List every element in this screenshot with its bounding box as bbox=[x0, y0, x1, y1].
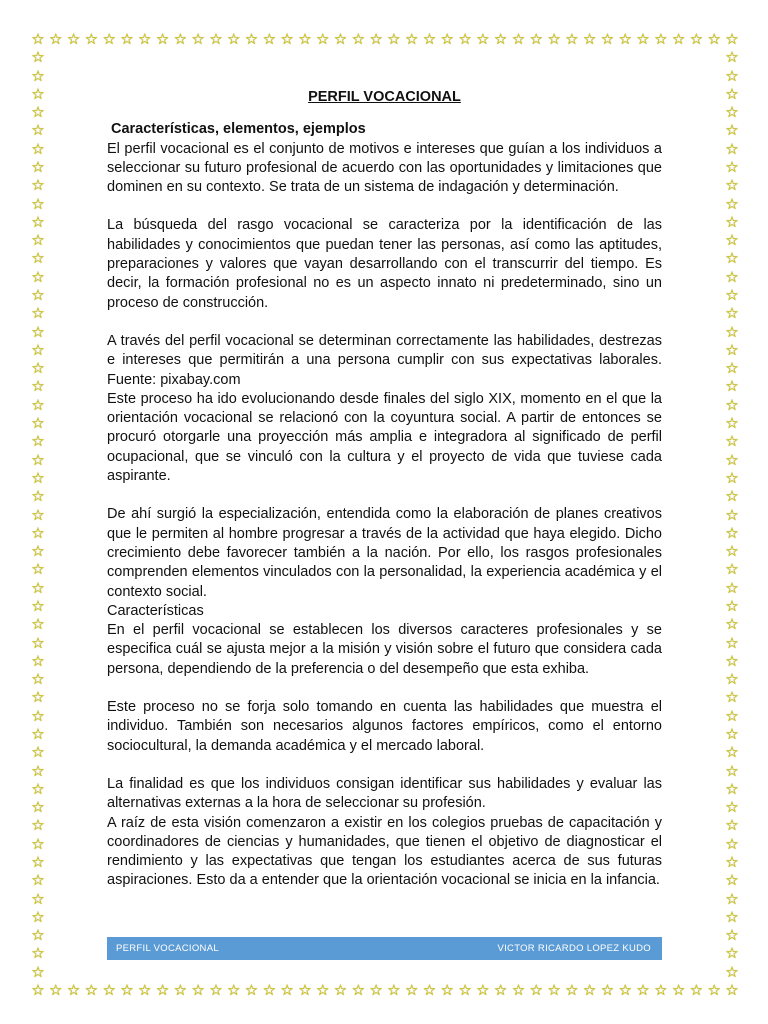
star-icon: ☆ bbox=[725, 523, 739, 542]
star-icon: ☆ bbox=[404, 30, 419, 48]
star-icon: ☆ bbox=[209, 981, 223, 999]
star-icon: ☆ bbox=[155, 981, 170, 999]
paragraph: Este proceso no se forja solo tomando en cuenta las habilidades que muestra el individuo. También son necesarios algunos factores empíricos, como el entorno sociocultural, la demanda académica y el mercado laboral. bbox=[107, 699, 662, 754]
star-icon: ☆ bbox=[31, 304, 45, 323]
star-icon: ☆ bbox=[725, 743, 739, 762]
star-icon: ☆ bbox=[387, 981, 401, 999]
star-icon: ☆ bbox=[298, 30, 312, 48]
star-icon: ☆ bbox=[191, 30, 205, 48]
star-icon: ☆ bbox=[725, 615, 739, 634]
star-icon: ☆ bbox=[725, 30, 739, 48]
star-icon: ☆ bbox=[369, 30, 383, 48]
star-icon: ☆ bbox=[440, 981, 454, 999]
star-icon: ☆ bbox=[725, 468, 739, 487]
star-icon: ☆ bbox=[725, 816, 739, 835]
star-icon: ☆ bbox=[547, 30, 561, 48]
star-icon: ☆ bbox=[725, 834, 739, 853]
star-icon: ☆ bbox=[31, 231, 45, 250]
star-icon: ☆ bbox=[31, 267, 45, 286]
star-icon: ☆ bbox=[31, 487, 45, 506]
star-icon: ☆ bbox=[725, 852, 739, 871]
star-icon: ☆ bbox=[173, 981, 188, 999]
star-icon: ☆ bbox=[155, 30, 170, 48]
star-icon: ☆ bbox=[31, 103, 45, 122]
star-icon: ☆ bbox=[725, 670, 739, 689]
paragraph-gap bbox=[107, 679, 662, 698]
star-icon: ☆ bbox=[725, 158, 739, 177]
paragraph: La búsqueda del rasgo vocacional se caracteriza por la identificación de las habilidades y conocimientos que puedan tener las personas, así como las aptitudes, preparaciones y valores que vayan desarrollando con el transcurrir del tiempo. Es decir, la formación profesional no es un aspecto innato ni predeterminado, sino un proceso de construcción. bbox=[107, 217, 662, 311]
star-icon: ☆ bbox=[315, 981, 330, 999]
star-icon: ☆ bbox=[31, 432, 45, 451]
star-icon: ☆ bbox=[725, 505, 739, 524]
star-icon: ☆ bbox=[725, 542, 739, 561]
star-icon: ☆ bbox=[31, 834, 45, 853]
star-icon: ☆ bbox=[725, 944, 739, 963]
star-icon: ☆ bbox=[262, 981, 277, 999]
star-icon: ☆ bbox=[31, 286, 45, 305]
footer-right-text: VICTOR RICARDO LOPEZ KUDO bbox=[497, 943, 651, 954]
star-icon: ☆ bbox=[31, 359, 45, 378]
star-icon: ☆ bbox=[725, 688, 739, 707]
star-icon: ☆ bbox=[31, 48, 45, 67]
paragraph: El perfil vocacional es el conjunto de motivos e intereses que guían a los individuos a seleccionar su futuro profesional de acuerdo con las oportunidades y limitaciones que dominen en su contexto. Se trata de un sistema de indagación y determinación. bbox=[107, 140, 662, 196]
star-icon: ☆ bbox=[191, 981, 205, 999]
paragraph-gap bbox=[107, 197, 662, 216]
star-icon: ☆ bbox=[244, 30, 259, 48]
star-icon: ☆ bbox=[725, 907, 739, 926]
star-icon: ☆ bbox=[31, 944, 45, 963]
star-icon: ☆ bbox=[707, 30, 721, 48]
star-icon: ☆ bbox=[31, 523, 45, 542]
star-icon: ☆ bbox=[31, 414, 45, 433]
star-icon: ☆ bbox=[84, 30, 99, 48]
star-icon: ☆ bbox=[725, 176, 739, 195]
star-icon: ☆ bbox=[84, 981, 99, 999]
star-icon: ☆ bbox=[31, 724, 45, 743]
star-icon: ☆ bbox=[31, 249, 45, 268]
star-icon: ☆ bbox=[244, 981, 259, 999]
star-icon: ☆ bbox=[725, 450, 739, 469]
document-subtitle: Características, elementos, ejemplos bbox=[111, 121, 366, 138]
star-icon: ☆ bbox=[725, 249, 739, 268]
star-icon: ☆ bbox=[298, 981, 312, 999]
star-icon: ☆ bbox=[725, 414, 739, 433]
star-icon: ☆ bbox=[31, 30, 45, 48]
paragraph: A raíz de esta visión comenzaron a existir en los colegios pruebas de capacitación y coordinadores de ciencias y humanidades, que tienen el objetivo de diagnosticar el rendimiento y las expectativas que tengan los estudiantes acerca de sus futuras aspiraciones. Esto da a entender que la orientación vocacional se inicia en la infancia. bbox=[107, 814, 662, 889]
footer-left-text: PERFIL VOCACIONAL bbox=[116, 943, 219, 954]
star-icon: ☆ bbox=[725, 267, 739, 286]
star-icon: ☆ bbox=[31, 798, 45, 817]
star-icon: ☆ bbox=[102, 30, 116, 48]
star-icon: ☆ bbox=[31, 121, 45, 140]
star-icon: ☆ bbox=[725, 798, 739, 817]
star-icon: ☆ bbox=[725, 395, 739, 414]
paragraph-gap bbox=[107, 313, 662, 332]
star-icon: ☆ bbox=[618, 30, 632, 48]
star-icon: ☆ bbox=[422, 30, 437, 48]
star-icon: ☆ bbox=[351, 30, 366, 48]
star-icon: ☆ bbox=[31, 194, 45, 213]
star-icon: ☆ bbox=[31, 377, 45, 396]
star-icon: ☆ bbox=[31, 779, 45, 798]
star-icon: ☆ bbox=[31, 450, 45, 469]
star-icon: ☆ bbox=[511, 30, 526, 48]
star-icon: ☆ bbox=[671, 981, 686, 999]
star-icon: ☆ bbox=[725, 889, 739, 908]
star-icon: ☆ bbox=[636, 30, 650, 48]
star-icon: ☆ bbox=[31, 962, 45, 981]
star-icon: ☆ bbox=[440, 30, 454, 48]
star-icon: ☆ bbox=[31, 651, 45, 670]
star-icon: ☆ bbox=[31, 212, 45, 231]
star-icon: ☆ bbox=[458, 981, 472, 999]
star-icon: ☆ bbox=[31, 670, 45, 689]
star-icon: ☆ bbox=[31, 761, 45, 780]
star-icon: ☆ bbox=[49, 981, 63, 999]
star-icon: ☆ bbox=[725, 651, 739, 670]
star-icon: ☆ bbox=[582, 30, 597, 48]
star-icon: ☆ bbox=[458, 30, 472, 48]
star-icon: ☆ bbox=[31, 176, 45, 195]
star-icon: ☆ bbox=[565, 30, 579, 48]
star-icon: ☆ bbox=[404, 981, 419, 999]
paragraph: La finalidad es que los individuos consigan identificar sus habilidades y evaluar las alternativas externas a la hora de seleccionar su profesión. bbox=[107, 775, 662, 812]
star-icon: ☆ bbox=[31, 322, 45, 341]
star-icon: ☆ bbox=[31, 615, 45, 634]
star-icon: ☆ bbox=[138, 981, 152, 999]
star-icon: ☆ bbox=[725, 139, 739, 158]
star-icon: ☆ bbox=[262, 30, 277, 48]
star-icon: ☆ bbox=[66, 981, 81, 999]
star-icon: ☆ bbox=[31, 395, 45, 414]
star-icon: ☆ bbox=[31, 560, 45, 579]
star-icon: ☆ bbox=[31, 852, 45, 871]
star-icon: ☆ bbox=[66, 30, 81, 48]
star-icon: ☆ bbox=[31, 340, 45, 359]
star-icon: ☆ bbox=[31, 66, 45, 85]
section-heading: Características bbox=[107, 602, 204, 619]
star-icon: ☆ bbox=[725, 596, 739, 615]
star-icon: ☆ bbox=[725, 981, 739, 999]
star-icon: ☆ bbox=[31, 981, 45, 999]
star-icon: ☆ bbox=[725, 871, 739, 890]
star-icon: ☆ bbox=[725, 779, 739, 798]
star-icon: ☆ bbox=[671, 30, 686, 48]
star-icon: ☆ bbox=[31, 158, 45, 177]
star-icon: ☆ bbox=[31, 633, 45, 652]
star-icon: ☆ bbox=[369, 981, 383, 999]
star-icon: ☆ bbox=[725, 377, 739, 396]
star-icon: ☆ bbox=[565, 981, 579, 999]
star-icon: ☆ bbox=[31, 542, 45, 561]
star-icon: ☆ bbox=[582, 981, 597, 999]
star-icon: ☆ bbox=[725, 231, 739, 250]
star-icon: ☆ bbox=[725, 340, 739, 359]
star-icon: ☆ bbox=[529, 981, 543, 999]
paragraph: De ahí surgió la especialización, entendida como la elaboración de planes creativos que le permiten al hombre progresar a través de la actividad que haya elegido. Dicho crecimiento debe favorecer también a la nación. Por ello, los rasgos profesionales comprenden elementos vinculados con la personalidad, la experiencia académica y el contexto social. bbox=[107, 506, 662, 600]
paragraph: En el perfil vocacional se establecen los diversos caracteres profesionales y se especifica cuál se ajusta mejor a la misión y visión sobre el futuro que considera cada persona, dependiendo de la preferencia o del desempeño que esta exhiba. bbox=[107, 622, 662, 677]
paragraph: A través del perfil vocacional se determinan correctamente las habilidades, destrezas e intereses que permitirán a una persona cumplir con sus expectativas laborales. Fuente: pixabay.com bbox=[107, 332, 662, 388]
star-icon: ☆ bbox=[476, 981, 490, 999]
star-icon: ☆ bbox=[31, 743, 45, 762]
star-icon: ☆ bbox=[725, 121, 739, 140]
star-icon: ☆ bbox=[725, 633, 739, 652]
star-icon: ☆ bbox=[422, 981, 437, 999]
star-icon: ☆ bbox=[725, 286, 739, 305]
star-icon: ☆ bbox=[315, 30, 330, 48]
star-icon: ☆ bbox=[725, 48, 739, 67]
star-icon: ☆ bbox=[725, 66, 739, 85]
paragraph-gap bbox=[107, 486, 662, 505]
star-icon: ☆ bbox=[600, 30, 615, 48]
star-icon: ☆ bbox=[31, 688, 45, 707]
star-icon: ☆ bbox=[31, 505, 45, 524]
star-icon: ☆ bbox=[725, 560, 739, 579]
star-icon: ☆ bbox=[636, 981, 650, 999]
star-icon: ☆ bbox=[654, 981, 668, 999]
star-icon: ☆ bbox=[31, 706, 45, 725]
star-icon: ☆ bbox=[280, 981, 294, 999]
star-icon: ☆ bbox=[173, 30, 188, 48]
star-icon: ☆ bbox=[476, 30, 490, 48]
star-icon: ☆ bbox=[31, 889, 45, 908]
document-title: PERFIL VOCACIONAL bbox=[308, 89, 461, 105]
star-icon: ☆ bbox=[280, 30, 294, 48]
star-icon: ☆ bbox=[725, 304, 739, 323]
star-icon: ☆ bbox=[227, 30, 241, 48]
star-icon: ☆ bbox=[689, 30, 704, 48]
star-icon: ☆ bbox=[351, 981, 366, 999]
star-icon: ☆ bbox=[725, 761, 739, 780]
paragraph: Este proceso ha ido evolucionando desde finales del siglo XIX, momento en el que la orientación vocacional se relacionó con la coyuntura social. A partir de entonces se procuró otorgarle una proyección más amplia e integradora al significado de perfil ocupacional, que se vinculó con la cultura y el proyecto de vida que tuviese cada aspirante. bbox=[107, 390, 662, 485]
star-icon: ☆ bbox=[689, 981, 704, 999]
star-icon: ☆ bbox=[725, 432, 739, 451]
page-footer bbox=[107, 937, 662, 960]
star-icon: ☆ bbox=[618, 981, 632, 999]
star-icon: ☆ bbox=[31, 907, 45, 926]
star-icon: ☆ bbox=[725, 962, 739, 981]
star-icon: ☆ bbox=[511, 981, 526, 999]
paragraph-gap bbox=[107, 756, 662, 775]
star-icon: ☆ bbox=[725, 212, 739, 231]
star-icon: ☆ bbox=[333, 981, 348, 999]
star-icon: ☆ bbox=[725, 103, 739, 122]
star-icon: ☆ bbox=[31, 816, 45, 835]
star-icon: ☆ bbox=[725, 322, 739, 341]
star-icon: ☆ bbox=[31, 871, 45, 890]
star-icon: ☆ bbox=[120, 981, 134, 999]
star-icon: ☆ bbox=[49, 30, 63, 48]
star-icon: ☆ bbox=[600, 981, 615, 999]
star-icon: ☆ bbox=[102, 981, 116, 999]
star-icon: ☆ bbox=[725, 706, 739, 725]
star-icon: ☆ bbox=[725, 84, 739, 103]
star-icon: ☆ bbox=[493, 981, 508, 999]
document-body bbox=[107, 88, 662, 891]
star-icon: ☆ bbox=[31, 468, 45, 487]
star-icon: ☆ bbox=[227, 981, 241, 999]
star-icon: ☆ bbox=[707, 981, 721, 999]
star-icon: ☆ bbox=[31, 84, 45, 103]
star-icon: ☆ bbox=[725, 359, 739, 378]
star-icon: ☆ bbox=[725, 578, 739, 597]
star-icon: ☆ bbox=[31, 139, 45, 158]
star-icon: ☆ bbox=[209, 30, 223, 48]
star-icon: ☆ bbox=[725, 724, 739, 743]
star-icon: ☆ bbox=[725, 487, 739, 506]
star-icon: ☆ bbox=[493, 30, 508, 48]
star-icon: ☆ bbox=[31, 578, 45, 597]
star-icon: ☆ bbox=[31, 596, 45, 615]
star-icon: ☆ bbox=[547, 981, 561, 999]
star-icon: ☆ bbox=[31, 926, 45, 945]
star-icon: ☆ bbox=[387, 30, 401, 48]
star-icon: ☆ bbox=[120, 30, 134, 48]
star-icon: ☆ bbox=[725, 194, 739, 213]
star-icon: ☆ bbox=[654, 30, 668, 48]
star-icon: ☆ bbox=[725, 926, 739, 945]
star-icon: ☆ bbox=[138, 30, 152, 48]
star-icon: ☆ bbox=[529, 30, 543, 48]
star-icon: ☆ bbox=[333, 30, 348, 48]
